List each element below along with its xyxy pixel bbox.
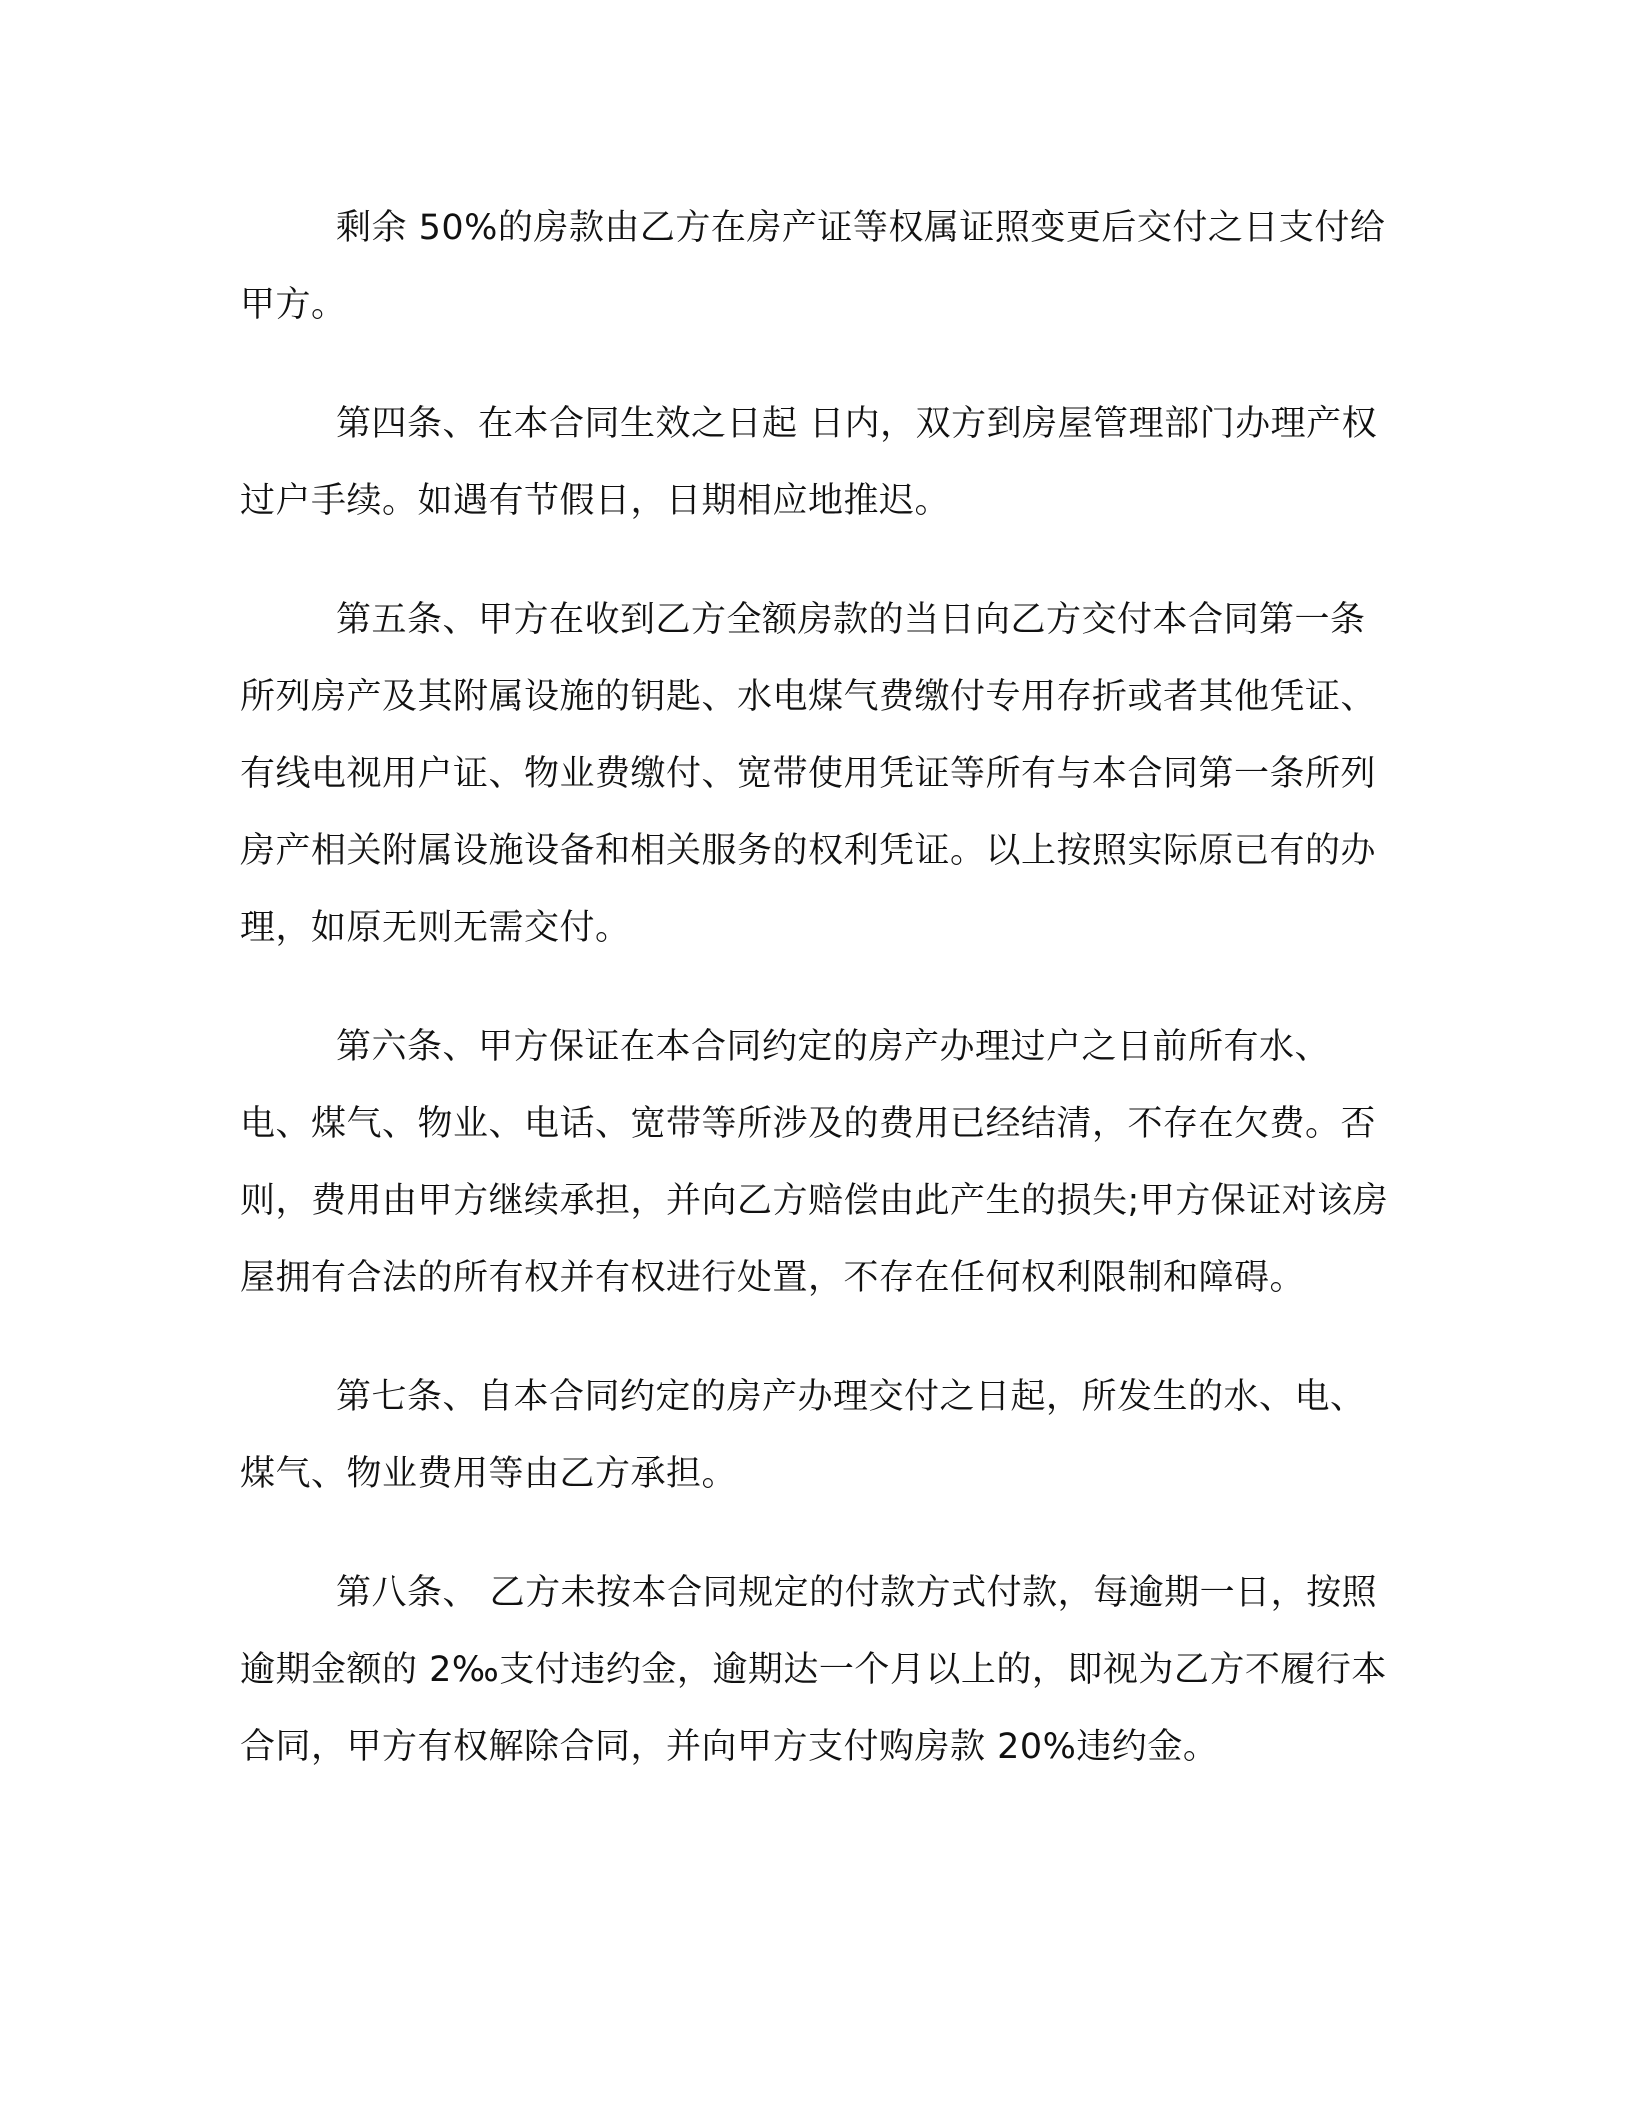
paragraph-article-6: 第六条、甲方保证在本合同约定的房产办理过户之日前所有水、电、煤气、物业、电话、宽带等所涉及的费用已经结清，不存在欠费。否则，费用由甲方继续承担，并向乙方赔偿由此产生的损失;甲方保证对该房屋拥有合法的所有权并有权进行处置，不存在任何权利限制和障碍。: [240, 1027, 1389, 1298]
paragraph-remaining-payment: 剩余 50%的房款由乙方在房产证等权属证照变更后交付之日支付给甲方。: [240, 208, 1386, 325]
paragraph-article-4: 第四条、在本合同生效之日起 日内，双方到房屋管理部门办理产权过户手续。如遇有节假日，日期相应地推迟。: [240, 404, 1378, 521]
paragraph-article-5: 第五条、甲方在收到乙方全额房款的当日向乙方交付本合同第一条所列房产及其附属设施的钥匙、水电煤气费缴付专用存折或者其他凭证、有线电视用户证、物业费缴付、宽带使用凭证等所有与本合同第一条所列房产相关附属设施设备和相关服务的权利凭证。以上按照实际原已有的办理，如原无则无需交付。: [240, 600, 1377, 948]
paragraph-article-8: 第八条、 乙方未按本合同规定的付款方式付款，每逾期一日，按照逾期金额的 2‰支付违约金，逾期达一个月以上的，即视为乙方不履行本合同，甲方有权解除合同，并向甲方支付购房款 20%违约金。: [240, 1573, 1387, 1767]
document-body: [240, 190, 1390, 1828]
paragraph-article-7: 第七条、自本合同约定的房产办理交付之日起，所发生的水、电、煤气、物业费用等由乙方承担。: [240, 1377, 1366, 1494]
